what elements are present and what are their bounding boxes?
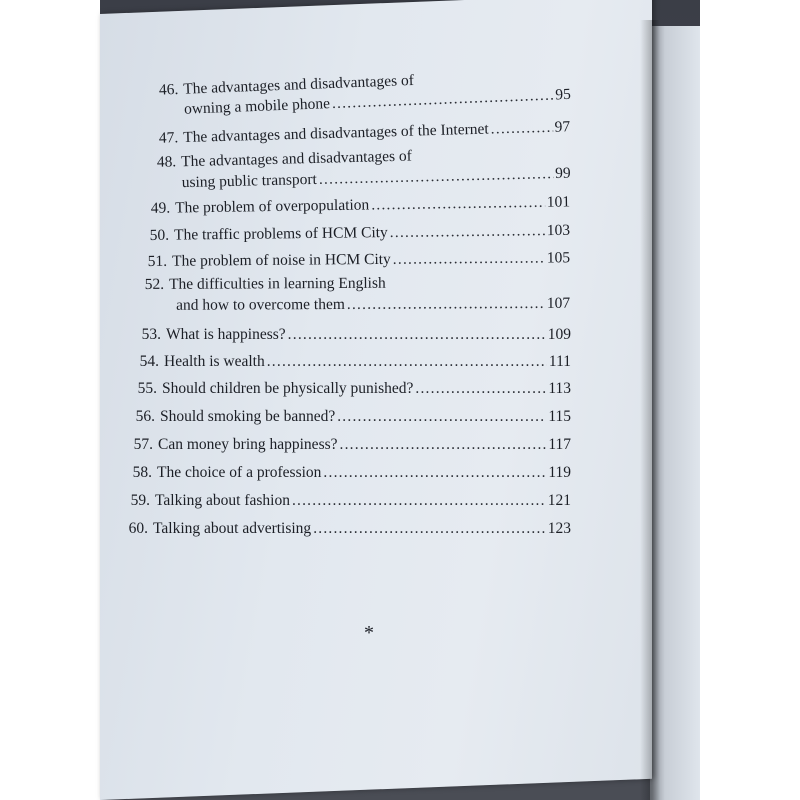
toc-entry-49 — [146, 193, 570, 218]
toc-number: 46. — [158, 80, 179, 99]
toc-leader-dots — [393, 249, 545, 268]
toc-title: What is happiness? — [166, 326, 286, 343]
toc-entry-54 — [135, 353, 571, 371]
toc-leader-dots — [323, 464, 546, 482]
toc-entry-51 — [143, 249, 570, 271]
toc-title-line1: The advantages and disadvantages of — [182, 71, 415, 98]
toc-leader-dots — [267, 353, 547, 371]
toc-number: 53. — [141, 326, 161, 343]
toc-page-number: 111 — [548, 353, 571, 370]
toc-entry-50 — [145, 222, 570, 245]
toc-entry-58 — [128, 464, 571, 482]
toc-leader-dots — [288, 326, 546, 344]
toc-number: 58. — [132, 464, 152, 481]
toc-page-number: 121 — [547, 492, 571, 509]
toc-number: 60. — [128, 520, 148, 537]
toc-title: Should smoking be banned? — [160, 408, 336, 425]
toc-entry-55 — [133, 380, 571, 398]
toc-number: 47. — [158, 129, 179, 147]
toc-title-line2: and how to overcome them — [176, 295, 345, 314]
toc-title: Health is wealth — [164, 353, 265, 370]
toc-title-line2: using public transport — [181, 170, 318, 192]
toc-title-line2: owning a mobile phone — [183, 95, 331, 118]
toc-title: The problem of noise in HCM City — [171, 250, 391, 270]
toc-leader-dots — [347, 295, 545, 314]
toc-title: Talking about fashion — [155, 492, 290, 509]
toc-leader-dots — [371, 194, 545, 215]
toc-number: 57. — [133, 436, 153, 453]
toc-page-number: 123 — [547, 520, 571, 537]
toc-leader-dots — [390, 222, 545, 242]
toc-number: 51. — [147, 252, 168, 270]
end-mark: * — [364, 622, 374, 644]
toc-page-number: 95 — [554, 85, 572, 104]
toc-number: 52. — [144, 275, 165, 293]
toc-title: The problem of overpopulation — [174, 196, 370, 217]
toc-title: Can money bring happiness? — [158, 436, 338, 453]
toc-number: 50. — [149, 226, 170, 244]
toc-page-number: 107 — [546, 294, 571, 312]
toc-title: Talking about advertising — [153, 520, 312, 537]
toc-page-number: 99 — [554, 164, 571, 183]
toc-number: 49. — [150, 199, 171, 217]
toc-leader-dots — [415, 380, 546, 398]
toc-leader-dots — [319, 165, 554, 189]
toc-page-number: 101 — [546, 193, 571, 211]
toc-number: 56. — [135, 408, 155, 425]
toc-page-number: 119 — [548, 464, 571, 481]
toc-entry-59 — [126, 492, 571, 510]
toc-number: 59. — [130, 492, 150, 509]
toc-title-line1: The difficulties in learning English — [168, 274, 386, 293]
toc-title: The advantages and disadvantages of the Internet — [182, 120, 489, 147]
toc-page-number: 109 — [547, 326, 571, 343]
toc-leader-dots — [490, 119, 552, 139]
toc-entry-53 — [137, 326, 571, 344]
toc-number: 55. — [137, 380, 157, 397]
toc-entry-46 — [150, 66, 571, 120]
toc-leader-dots — [292, 492, 546, 510]
toc-page-number: 117 — [548, 436, 571, 453]
toc-title: The choice of a profession — [157, 464, 322, 481]
toc-number: 54. — [139, 353, 159, 370]
toc-title-line1: The advantages and disadvantages of — [180, 147, 413, 171]
toc-entry-48 — [148, 144, 571, 193]
toc-page-number: 97 — [554, 118, 571, 136]
toc-title: Should children be physically punished? — [162, 380, 414, 397]
toc-leader-dots — [313, 520, 546, 538]
toc-leader-dots — [340, 436, 547, 454]
toc-leader-dots — [337, 408, 546, 426]
toc-title: The traffic problems of HCM City — [173, 224, 388, 244]
toc-entry-47 — [150, 118, 570, 148]
toc-page-number: 105 — [546, 249, 571, 267]
toc-page-number: 103 — [546, 221, 571, 240]
toc-entry-52 — [140, 274, 570, 315]
toc-number: 48. — [156, 153, 177, 171]
toc-page-number: 113 — [548, 380, 571, 397]
toc-entry-56 — [131, 408, 571, 426]
toc-entry-60 — [124, 520, 571, 538]
toc-page-number: 115 — [548, 408, 571, 425]
toc-entry-57 — [129, 436, 571, 454]
